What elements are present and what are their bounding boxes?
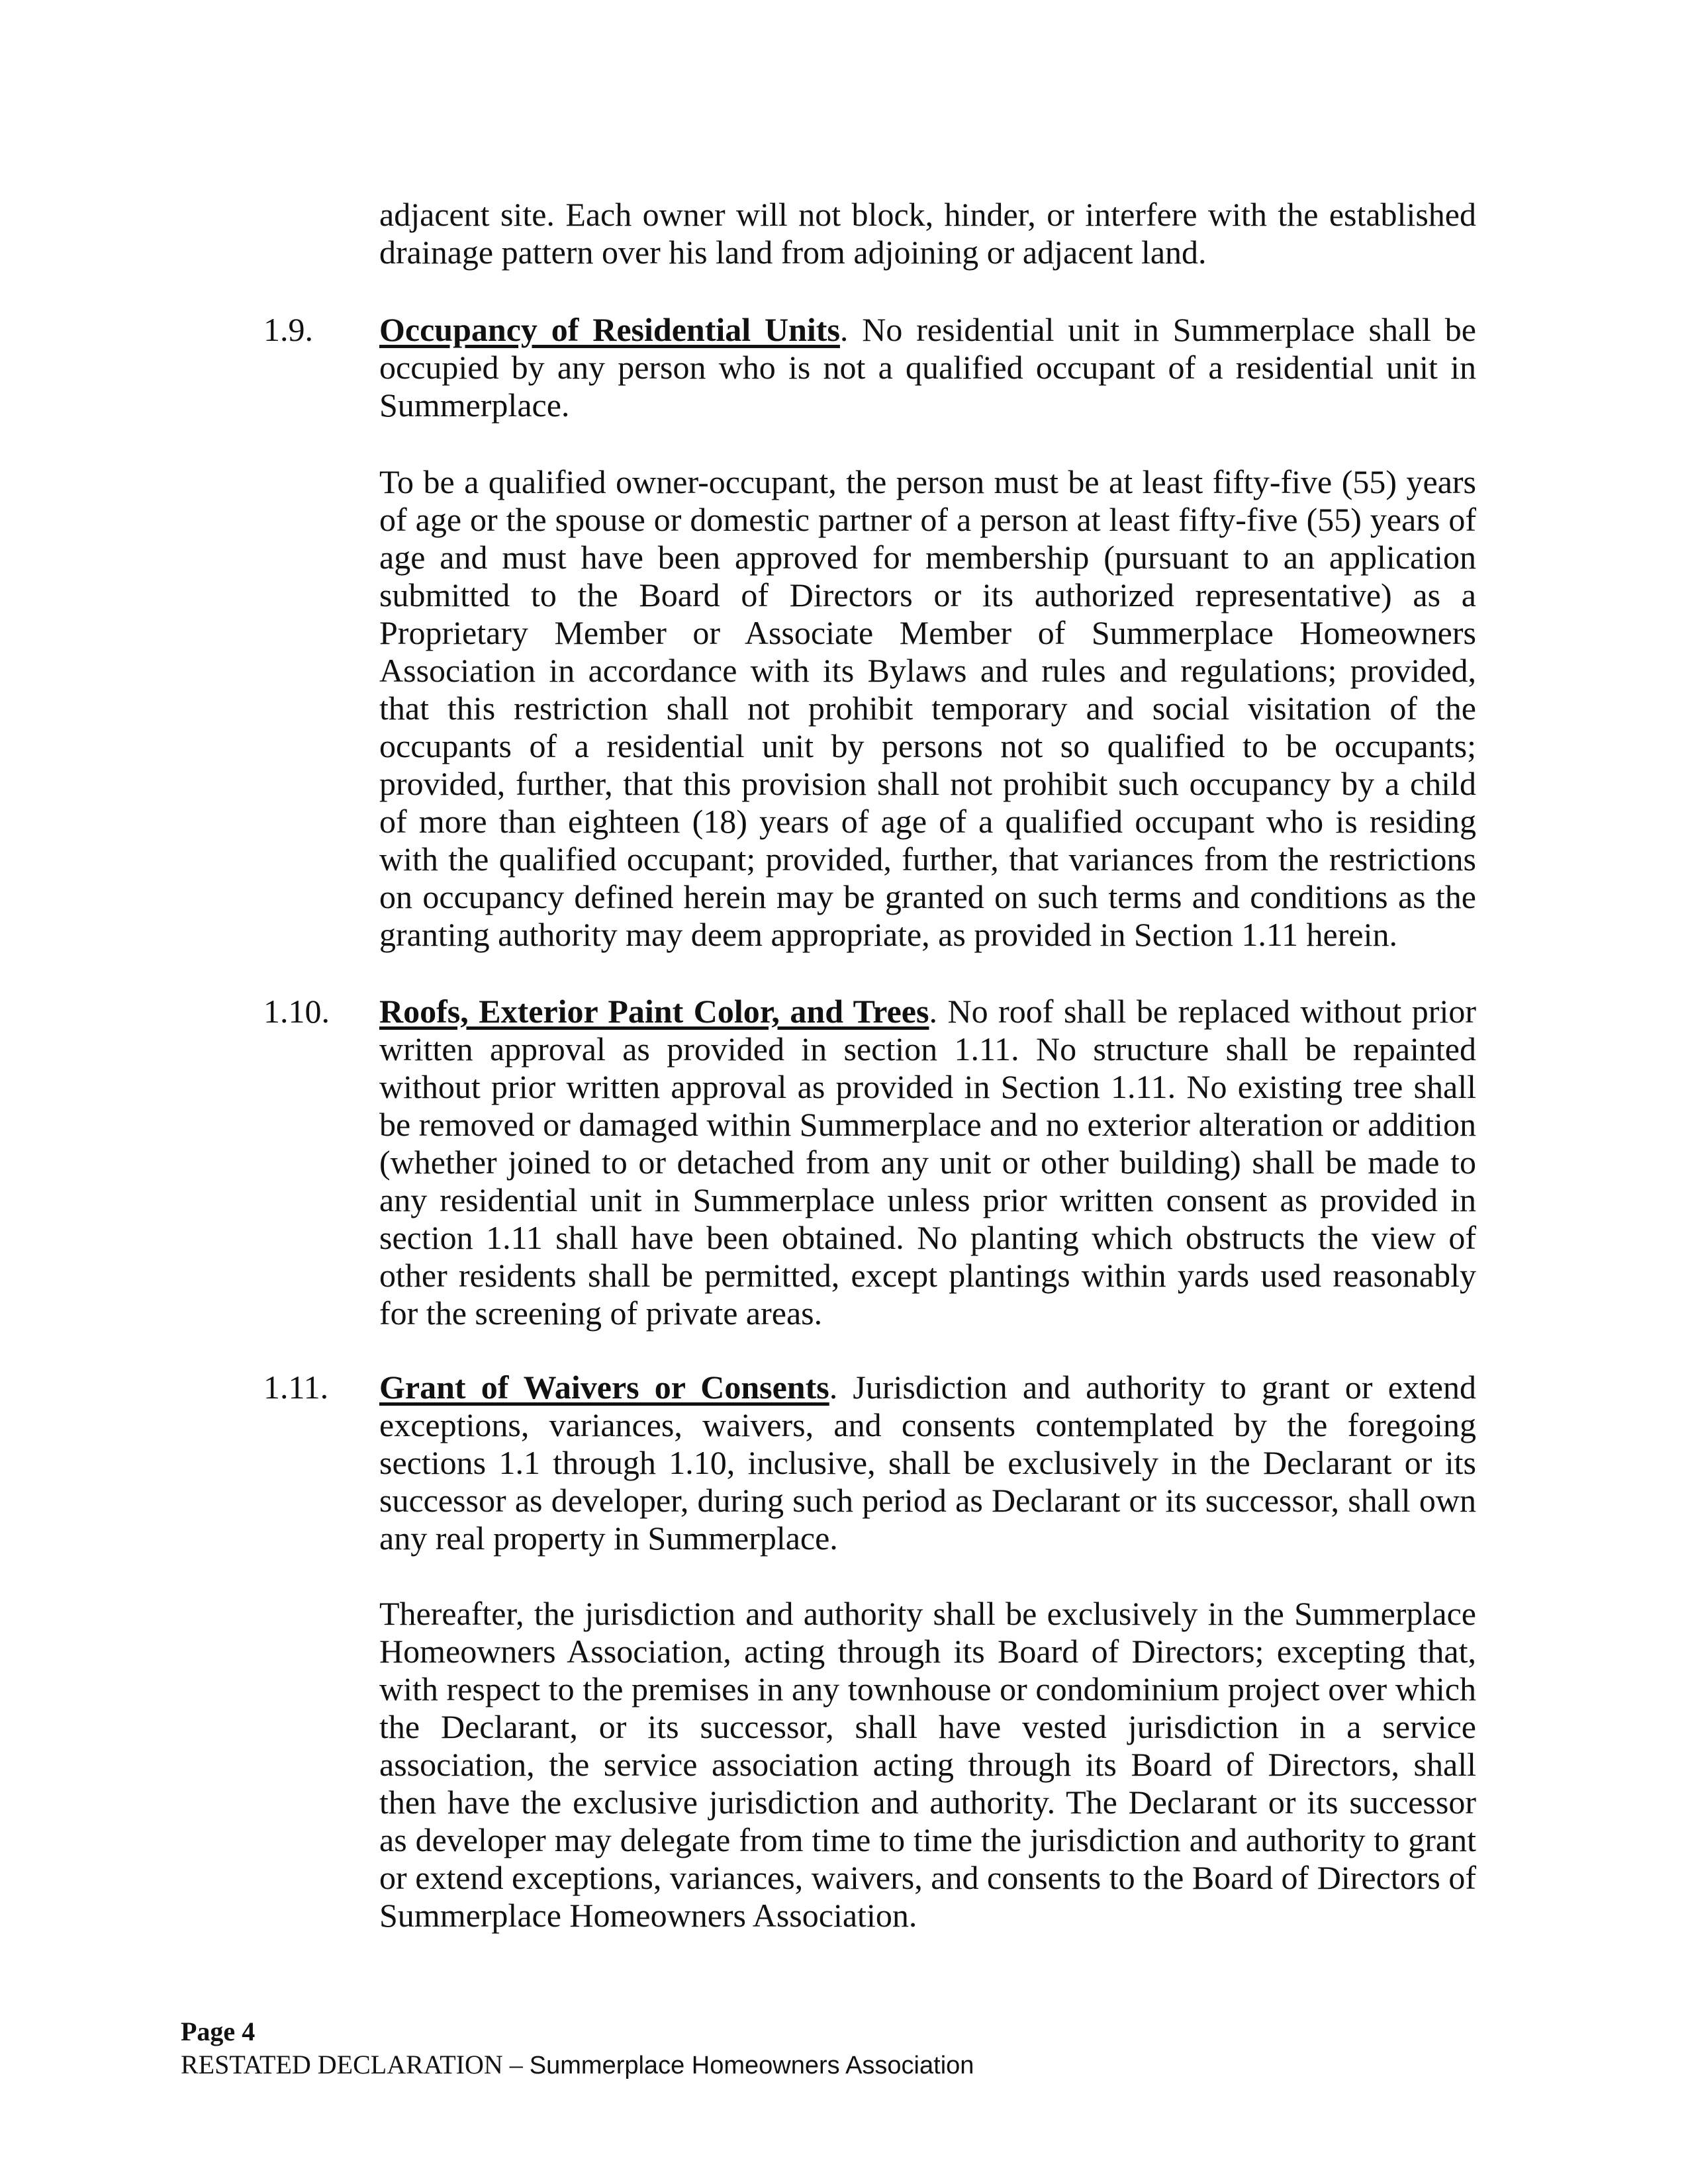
footer-doc-title: RESTATED DECLARATION – bbox=[181, 2050, 530, 2079]
section-1-11-paragraph: Thereafter, the jurisdiction and authority shall be exclusively in the Summerplace Homeowners Association, acting through its Board of Directors; excepting that, with respect to the premises in any townhouse or condominium project over which the Declarant, or its successor, shall have vested jurisdiction in a service association, the service association acting through its Board of Directors, shall then have the exclusive jurisdiction and authority. The Declarant or its successor as developer may delegate from time to time the jurisdiction and authority to grant or extend exceptions, variances, waivers, and consents to the Board of Directors of Summerplace Homeowners Association. bbox=[379, 1595, 1476, 1934]
section-1-10-lead bbox=[379, 993, 1476, 1332]
section-number-1-11: 1.11. bbox=[263, 1369, 329, 1406]
section-heading-1-11: Grant of Waivers or Consents bbox=[379, 1369, 829, 1406]
section-1-9-paragraph: To be a qualified owner-occupant, the person must be at least fifty-five (55) years of age or the spouse or domestic partner of a person at least fifty-five (55) years of age and must have been approved for membership (pursuant to an application submitted to the Board of Directors or its authorized representative) as a Proprietary Member or Associate Member of Summerplace Homeowners Association in accordance with its Bylaws and rules and regulations; provided, that this restriction shall not prohibit temporary and social visitation of the occupants of a residential unit by persons not so qualified to be occupants; provided, further, that this provision shall not prohibit such occupancy by a child of more than eighteen (18) years of age of a qualified occupant who is residing with the qualified occupant; provided, further, that variances from the restrictions on occupancy defined herein may be granted on such terms and conditions as the granting authority may deem appropriate, as provided in Section 1.11 herein. bbox=[379, 463, 1476, 953]
section-1-11-lead-text: . Jurisdiction and authority to grant or extend exceptions, variances, waivers, and consents contemplated by the foregoing sections 1.1 through 1.10, inclusive, shall be exclusively in the Declarant or its successor as developer, during such period as Declarant or its successor, shall own any real property in Summerplace. bbox=[379, 1369, 1476, 1557]
section-number-1-9: 1.9. bbox=[263, 311, 313, 348]
section-1-10-lead-text: . No roof shall be replaced without prior written approval as provided in section 1.11. No structure shall be repainted without prior written approval as provided in Section 1.11. No existing tree shall be removed or damaged within Summerplace and no exterior alteration or addition (whether joined to or detached from any unit or other building) shall be made to any residential unit in Summerplace unless prior written consent as provided in section 1.11 shall have been obtained. No planting which obstructs the view of other residents shall be permitted, except plantings within yards used reasonably for the screening of private areas. bbox=[379, 993, 1476, 1332]
section-heading-1-9: Occupancy of Residential Units bbox=[379, 311, 840, 348]
section-number-1-10: 1.10. bbox=[263, 993, 330, 1030]
footer-org-name: Summerplace Homeowners Association bbox=[529, 2052, 974, 2079]
section-heading-1-10: Roofs, Exterior Paint Color, and Trees bbox=[379, 993, 929, 1030]
section-1-11-lead bbox=[379, 1369, 1476, 1557]
footer-document-title bbox=[181, 2050, 974, 2081]
section-1-9-lead-text: . No residential unit in Summerplace shall be occupied by any person who is not a qualified occupant of a residential unit in Summerplace. bbox=[379, 311, 1476, 424]
intro-paragraph: adjacent site. Each owner will not block, hinder, or interfere with the established drainage pattern over his land from adjoining or adjacent land. bbox=[379, 196, 1476, 271]
section-1-9-lead bbox=[379, 311, 1476, 424]
page-number: Page 4 bbox=[181, 2017, 256, 2046]
